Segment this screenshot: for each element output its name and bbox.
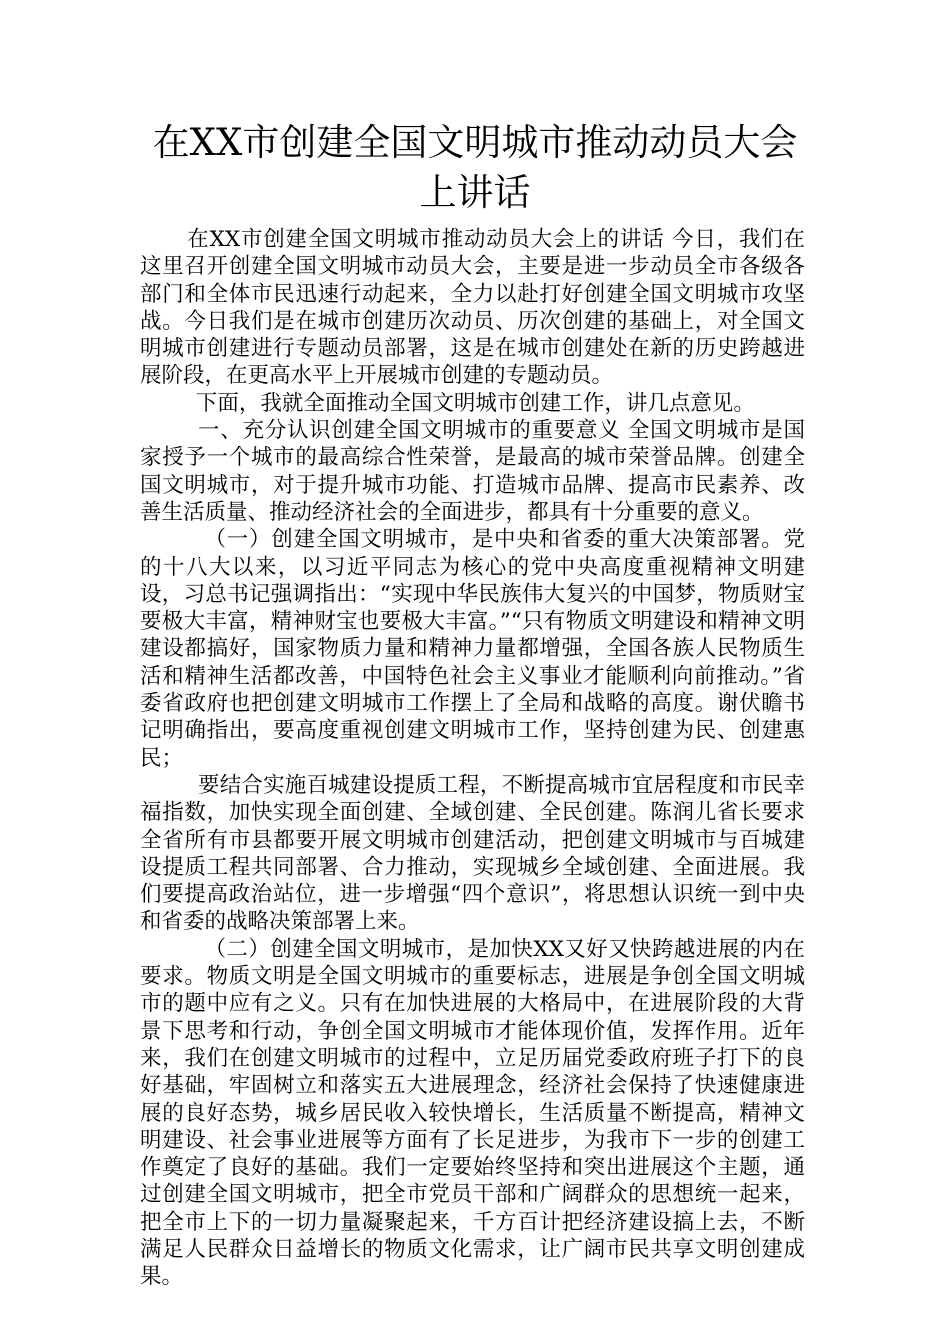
- paragraph-subsection-one-continued: 要结合实施百城建设提质工程，不断提高城市宜居程度和市民幸福指数，加快实现全面创建、全域创建、全民创建。陈润儿省长要求全省所有市县都要开展文明城市创建活动，把创建文明城市与百城建设提质工程共同部署、合力推动，实现城乡全域创建、全面进展。我们要提高政治站位，进一步增强“四个意识”，将思想认识统一到中央和省委的战略决策部署上来。: [140, 772, 805, 935]
- document-body: [140, 226, 805, 1291]
- paragraph-outline: 下面，我就全面推动全国文明城市创建工作，讲几点意见。: [195, 390, 755, 416]
- document-title: 在XX市创建全国文明城市推动动员大会上讲话: [152, 121, 798, 214]
- paragraph-subsection-two: （二）创建全国文明城市，是加快XX又好又快跨越进展的内在要求。物质文明是全国文明城市的重要标志，进展是争创全国文明城市的题中应有之义。只有在加快进展的大格局中，在进展阶段的大背景下思考和行动，争创全国文明城市才能体现价值，发挥作用。近年来，我们在创建文明城市的过程中，立足历届党委政府班子打下的良好基础，牢固树立和落实五大进展理念，经济社会保持了快速健康进展的良好态势，城乡居民收入较快增长，生活质量不断提高，精神文明建设、社会事业进展等方面有了长足进步，为我市下一步的创建工作奠定了良好的基础。我们一定要始终坚持和突出进展这个主题，通过创建全国文明城市，把全市党员干部和广阔群众的思想统一起来，把全市上下的一切力量凝聚起来，千方百计把经济建设搞上去，不断满足人民群众日益增长的物质文化需求，让广阔市民共享文明创建成果。: [140, 936, 805, 1290]
- paragraph-subsection-one: （一）创建全国文明城市，是中央和省委的重大决策部署。党的十八大以来，以习近平同志为核心的党中央高度重视精神文明建设，习总书记强调指出：“实现中华民族伟大复兴的中国梦，物质财宝要极大丰富，精神财宝也要极大丰富。”“只有物质文明建设和精神文明建设都搞好，国家物质力量和精神力量都增强，全国各族人民物质生活和精神生活都改善，中国特色社会主义事业才能顺利向前推动。”省委省政府也把创建文明城市工作摆上了全局和战略的高度。谢伏瞻书记明确指出，要高度重视创建文明城市工作，坚持创建为民、创建惠民；: [140, 527, 805, 771]
- paragraph-section-one: 一、充分认识创建全国文明城市的重要意义 全国文明城市是国家授予一个城市的最高综合性荣誉，是最高的城市荣誉品牌。创建全国文明城市，对于提升城市功能、打造城市品牌、提高市民素养、改善生活质量、推动经济社会的全面进步，都具有十分重要的意义。: [140, 418, 805, 525]
- paragraph-intro: 在XX市创建全国文明城市推动动员大会上的讲话 今日，我们在这里召开创建全国文明城市动员大会，主要是进一步动员全市各级各部门和全体市民迅速行动起来，全力以赴打好创建全国文明城市攻坚战。今日我们是在城市创建历次动员、历次创建的基础上，对全国文明城市创建进行专题动员部署，这是在城市创建处在新的历史跨越进展阶段，在更高水平上开展城市创建的专题动员。: [140, 227, 805, 389]
